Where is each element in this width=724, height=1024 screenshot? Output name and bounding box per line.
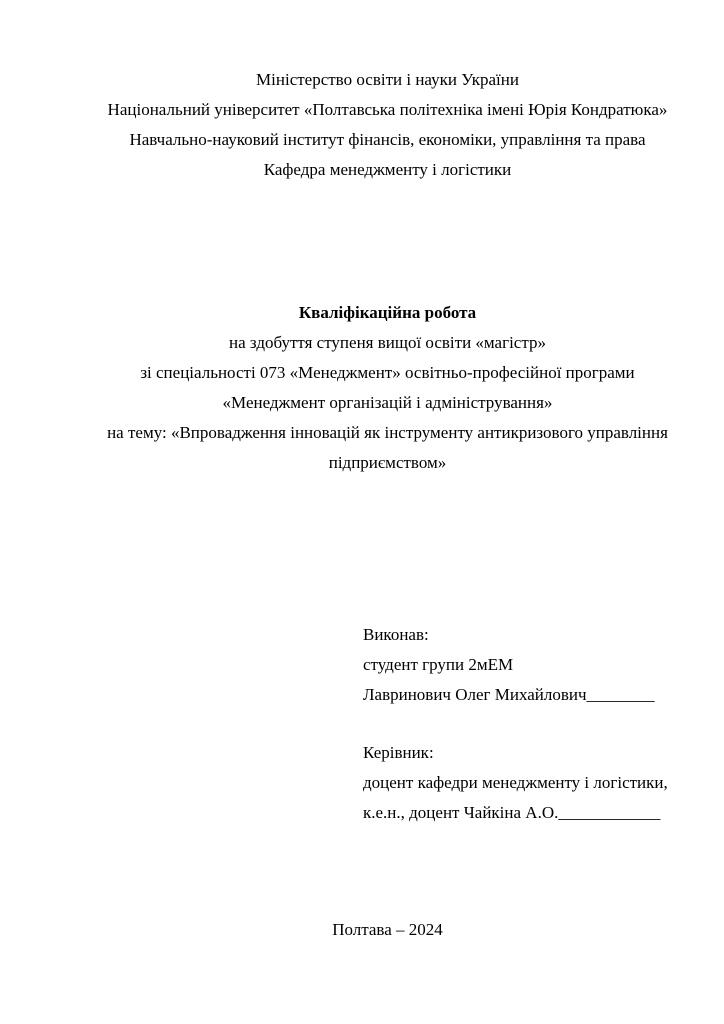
executor-label: Виконав: (363, 625, 429, 644)
title-block (103, 298, 672, 478)
footer-block (103, 915, 672, 945)
work-type-title: Кваліфікаційна робота (298, 303, 477, 322)
program-line: «Менеджмент організацій і адміністрування» (222, 393, 553, 412)
executor-name-line: Лавринович Олег Михайлович________ (363, 685, 655, 704)
topic-line-1: на тему: «Впровадження інновацій як інструменту антикризового управління (107, 423, 668, 442)
city-year-line: Полтава – 2024 (332, 920, 443, 939)
supervisor-position-line: доцент кафедри менеджменту і логістики, (363, 773, 668, 792)
department-line: Кафедра менеджменту і логістики (263, 160, 512, 179)
specialty-line: зі спеціальності 073 «Менеджмент» освітньо-професійної програми (140, 363, 635, 382)
header-block (103, 65, 672, 185)
executor-group-line: студент групи 2мЕМ (363, 655, 514, 674)
supervisor-name-line: к.е.н., доцент Чайкіна А.О.____________ (363, 803, 661, 822)
ministry-line: Міністерство освіти і науки України (256, 70, 519, 89)
university-line: Національний університет «Полтавська політехніка імені Юрія Кондратюка» (107, 100, 668, 119)
author-block-spacer (363, 710, 668, 738)
institute-line: Навчально-науковий інститут фінансів, економіки, управління та права (129, 130, 646, 149)
topic-line-2: підприємством» (328, 453, 447, 472)
supervisor-label: Керівник: (363, 743, 434, 762)
author-block (363, 620, 668, 828)
degree-line: на здобуття ступеня вищої освіти «магістр» (229, 333, 546, 352)
